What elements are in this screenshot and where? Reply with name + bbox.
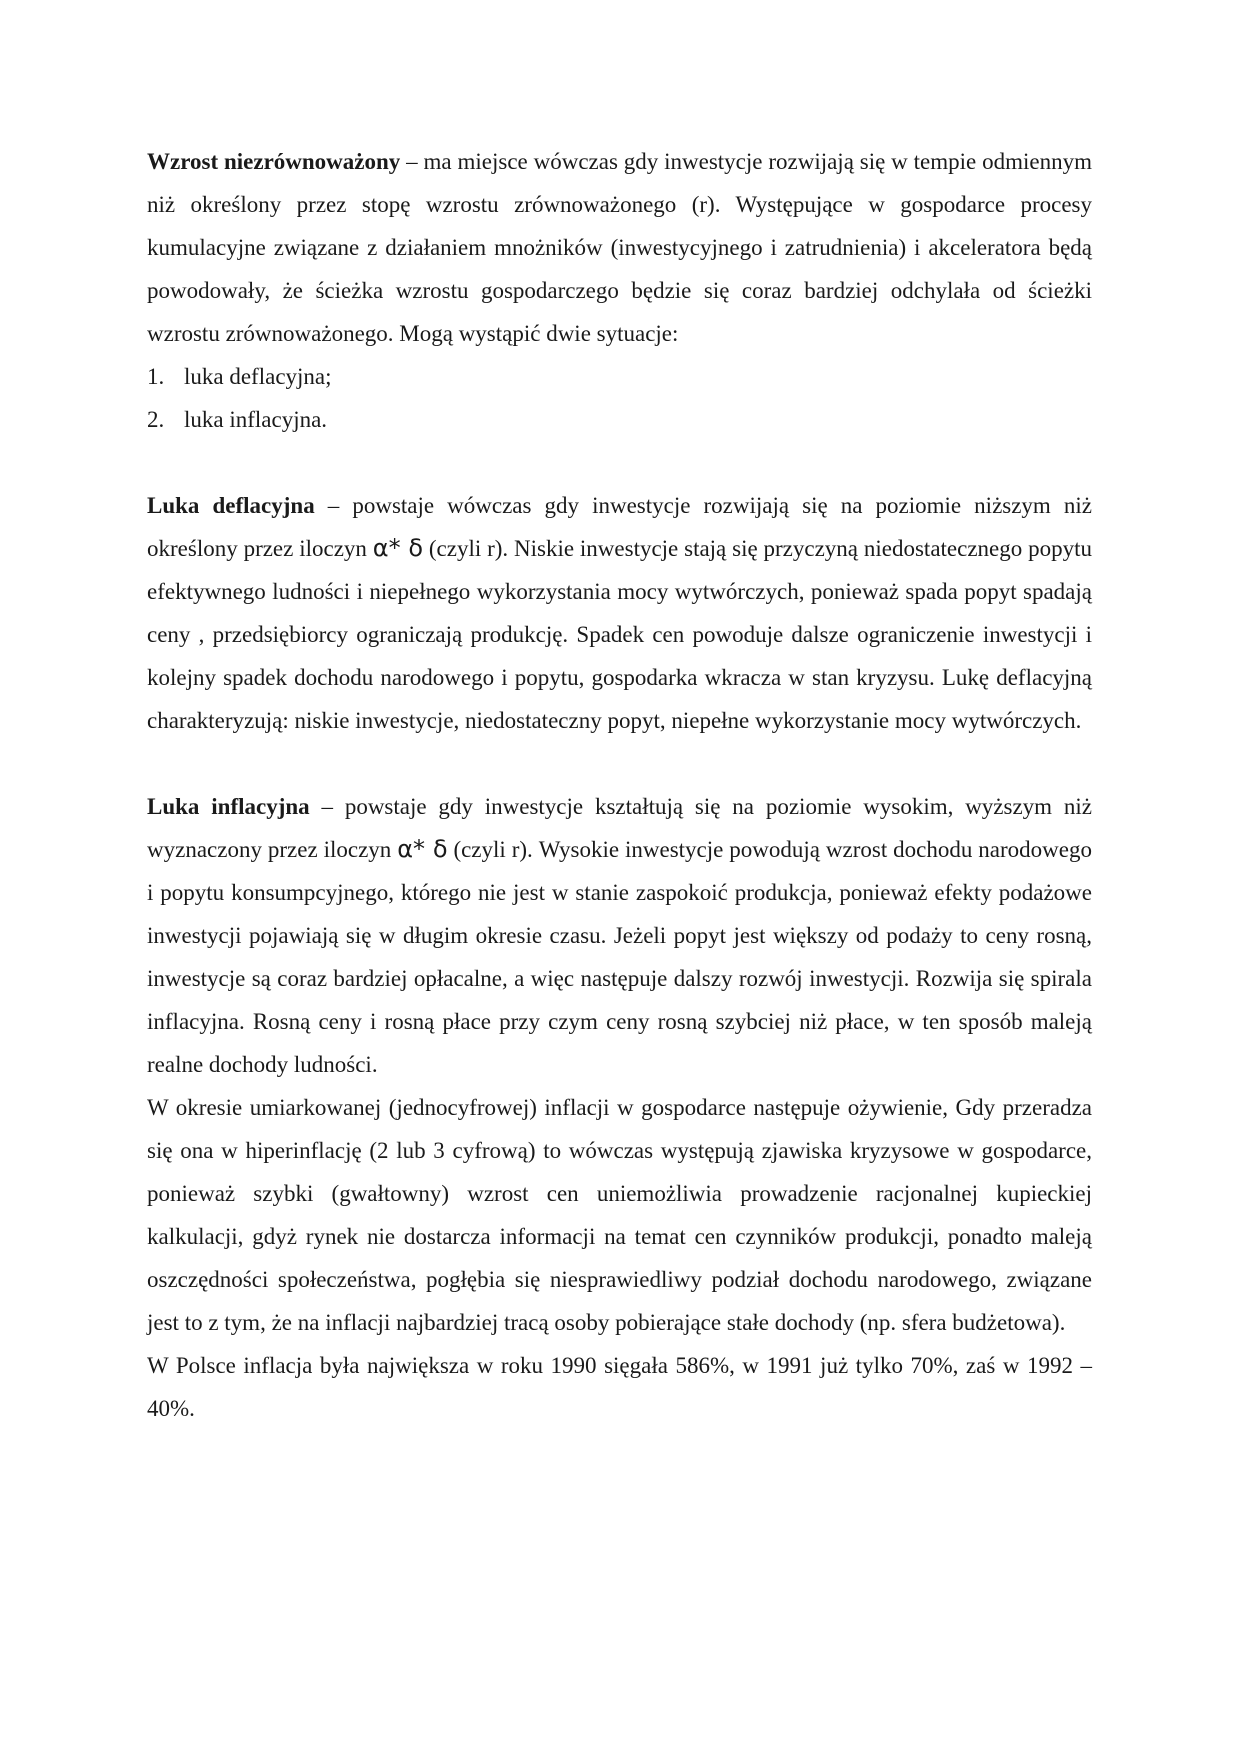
paragraph-unbalanced-growth (147, 140, 1092, 355)
paragraph-text: – powstaje wówczas gdy inwestycje rozwijają się na poziomie niższym niż określony przez iloczyn (147, 493, 1092, 561)
list-item-text: luka deflacyjna; (184, 364, 332, 389)
term-unbalanced-growth: Wzrost niezrównoważony (147, 149, 401, 174)
paragraph-poland-inflation: W Polsce inflacja była największa w roku 1990 sięgała 586%, w 1991 już tylko 70%, zaś w 1992 – 40%. (147, 1353, 1092, 1421)
paragraph-deflationary-gap (147, 484, 1092, 742)
paragraph-text: (czyli r). Wysokie inwestycje powodują wzrost dochodu narodowego i popytu konsumpcyjnego, którego nie jest w stanie zaspokoić produkcja, ponieważ efekty podażowe inwestycji pojawiają się w długim okresie czasu. Jeżeli popyt jest większy od podaży to ceny rosną, inwestycje są coraz bardziej opłacalne, a więc następuje dalszy rozwój inwestycji. Rozwija się spirala inflacyjna. Rosną ceny i rosną płace przy czym ceny rosną szybciej niż płace, w ten sposób maleją realne dochody ludności. (147, 837, 1092, 1077)
list-item-text: luka inflacyjna. (184, 407, 328, 432)
list-number: 1. (147, 364, 165, 389)
paragraph-text: (czyli r). Niskie inwestycje stają się przyczyną niedostatecznego popytu efektywnego ludności i niepełnego wykorzystania mocy wytwórczych, ponieważ spada popyt spadają ceny , przedsiębiorcy ograniczają produkcję. Spadek cen powoduje dalsze ograniczenie inwestycji i kolejny spadek dochodu narodowego i popytu, gospodarka wkracza w stan kryzysu. Lukę deflacyjną charakteryzują: niskie inwestycje, niedostateczny popyt, niepełne wykorzystanie mocy wytwórczych. (147, 536, 1092, 733)
paragraph-inflationary-gap (147, 785, 1092, 1086)
list-number: 2. (147, 407, 165, 432)
list-item (147, 355, 1092, 398)
paragraph-moderate-inflation: W okresie umiarkowanej (jednocyfrowej) inflacji w gospodarce następuje ożywienie, Gdy przeradza się ona w hiperinflację (2 lub 3 cyfrową) to wówczas występują zjawiska kryzysowe w gospodarce, ponieważ szybki (gwałtowny) wzrost cen uniemożliwia prowadzenie racjonalnej kupieckiej kalkulacji, gdyż rynek nie dostarcza informacji na temat cen czynników produkcji, ponadto maleją oszczędności społeczeństwa, pogłębia się niesprawiedliwy podział dochodu narodowego, związane jest to z tym, że na inflacji najbardziej tracą osoby pobierające stałe dochody (np. sfera budżetowa). (147, 1095, 1092, 1335)
document-page (147, 140, 1092, 1430)
paragraph-text: – ma miejsce wówczas gdy inwestycje rozwijają się w tempie odmiennym niż określony przez stopę wzrostu zrównoważonego (r). Występujące w gospodarce procesy kumulacyjne związane z działaniem mnożników (inwestycyjnego i zatrudnienia) i akceleratora będą powodowały, że ścieżka wzrostu gospodarczego będzie się coraz bardziej odchylała od ścieżki wzrostu zrównoważonego. Mogą wystąpić dwie sytuacje: (147, 149, 1092, 346)
list-item (147, 398, 1092, 441)
formula-symbol: α* δ (372, 534, 424, 562)
paragraph-text: – powstaje gdy inwestycje kształtują się na poziomie wysokim, wyższym niż wyznaczony przez iloczyn (147, 794, 1092, 862)
term-deflationary-gap: Luka deflacyjna (147, 493, 315, 518)
formula-symbol: α* δ (397, 835, 448, 863)
situations-list (147, 355, 1092, 441)
term-inflationary-gap: Luka inflacyjna (147, 794, 310, 819)
